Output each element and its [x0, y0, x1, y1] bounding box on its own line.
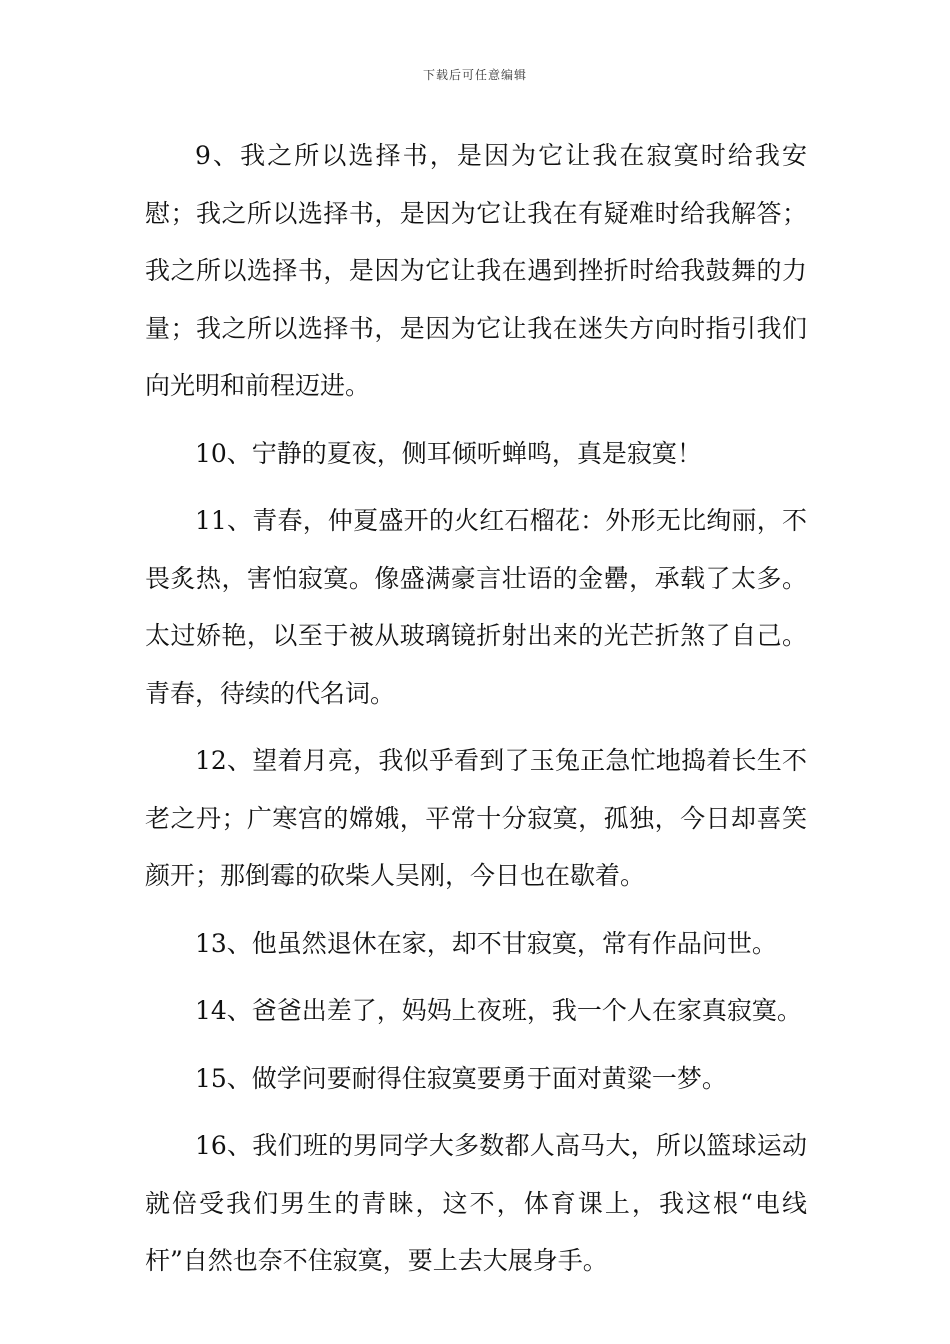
paragraph-14: 14、爸爸出差了，妈妈上夜班，我一个人在家真寂寞。 — [195, 996, 802, 1025]
paragraph-13: 13、他虽然退休在家，却不甘寂寞，常有作品问世。 — [195, 928, 777, 958]
paragraph-11: 11、青春，仲夏盛开的火红石榴花：外形无比绚丽，不畏炙热，害怕寂寞。像盛满豪言壮语的金罍，承载了太多。太过娇艳，以至于被从玻璃镜折射出来的光芒折煞了自己。青春，待续的代名词。 — [145, 506, 807, 708]
paragraph-16: 16、我们班的男同学大多数都人高马大，所以篮球运动就倍受我们男生的青睐，这不，体育课上，我这根“电线杆”自然也奈不住寂寞，要上去大展身手。 — [145, 1131, 807, 1275]
paragraph-12: 12、望着月亮，我似乎看到了玉兔正急忙地捣着长生不老之丹；广寒宫的嫦娥，平常十分寂寞，孤独，今日却喜笑颜开；那倒霉的砍柴人吴刚，今日也在歇着。 — [145, 746, 807, 890]
document-body — [145, 127, 807, 1300]
page-header-note: 下载后可任意编辑 — [422, 68, 527, 82]
paragraph-10: 10、宁静的夏夜，侧耳倾听蝉鸣，真是寂寞！ — [195, 438, 702, 468]
paragraph-9: 9、我之所以选择书，是因为它让我在寂寞时给我安慰；我之所以选择书，是因为它让我在有疑难时给我解答；我之所以选择书，是因为它让我在遇到挫折时给我鼓舞的力量；我之所以选择书，是因为它让我在迷失方向时指引我们向光明和前程迈进。 — [145, 141, 807, 400]
paragraph-15: 15、做学问要耐得住寂寞要勇于面对黄粱一梦。 — [195, 1063, 727, 1093]
